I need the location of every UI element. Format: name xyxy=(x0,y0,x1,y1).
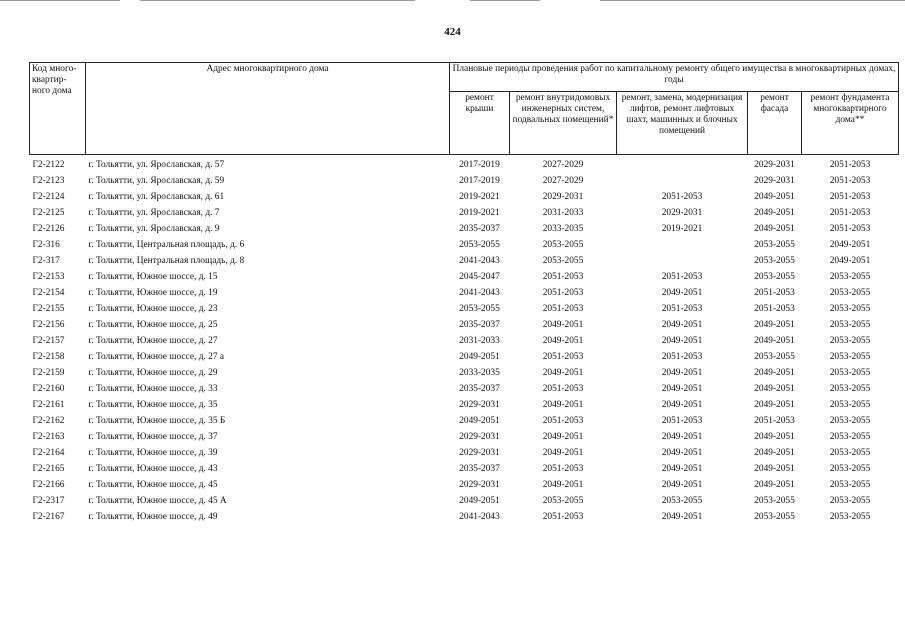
cell-lifts-period: 2049-2051 xyxy=(661,335,703,346)
table-row xyxy=(30,285,899,301)
cell-lifts-period: 2051-2053 xyxy=(661,415,703,426)
cell-systems-period: 2053-2055 xyxy=(542,255,584,266)
cell-roof-period: 2035-2037 xyxy=(459,383,500,394)
cell-building-code: Г2-2126 xyxy=(32,223,65,234)
cell-systems-period: 2049-2051 xyxy=(542,431,584,442)
cell-address: г. Тольятти, Южное шоссе, д. 29 xyxy=(88,367,218,378)
cell-facade-period: 2051-2053 xyxy=(754,287,795,298)
cell-foundation-period: 2051-2053 xyxy=(829,159,871,170)
cell-foundation-period: 2053-2055 xyxy=(829,447,871,458)
cell-building-code: Г2-2124 xyxy=(32,191,65,202)
table-row xyxy=(30,237,899,253)
cell-address: г. Тольятти, Южное шоссе, д. 25 xyxy=(88,319,218,330)
table-row xyxy=(30,365,899,381)
cell-lifts-period: 2049-2051 xyxy=(661,399,703,410)
cell-roof-period: 2049-2051 xyxy=(459,415,500,426)
cell-lifts-period xyxy=(617,253,748,269)
cell-lifts-period: 2051-2053 xyxy=(661,303,703,314)
cell-facade-period: 2049-2051 xyxy=(754,335,795,346)
cell-foundation-period: 2051-2053 xyxy=(829,175,871,186)
header-lift-repair: ремонт, замена, модернизация лифтов, ремонт лифтовых шахт, машинных и блочных помещений xyxy=(617,92,748,155)
cell-roof-period: 2019-2021 xyxy=(459,191,500,202)
cell-address: г. Тольятти, Южное шоссе, д. 45 xyxy=(88,479,218,490)
cell-foundation-period: 2053-2055 xyxy=(829,335,871,346)
cell-lifts-period xyxy=(617,155,748,174)
header-planned-periods: Плановые периоды проведения работ по капитальному ремонту общего имущества в многоквартирных домах, годы xyxy=(450,63,899,92)
cell-building-code: Г2-2317 xyxy=(32,495,65,506)
cell-lifts-period: 2049-2051 xyxy=(661,463,703,474)
cell-foundation-period: 2053-2055 xyxy=(829,319,871,330)
cell-systems-period: 2051-2053 xyxy=(542,351,584,362)
cell-foundation-period: 2051-2053 xyxy=(829,223,871,234)
table-row xyxy=(30,155,899,174)
table-row xyxy=(30,429,899,445)
cell-roof-period: 2031-2033 xyxy=(459,335,500,346)
cell-facade-period: 2049-2051 xyxy=(754,447,795,458)
table-row xyxy=(30,333,899,349)
cell-facade-period: 2049-2051 xyxy=(754,399,795,410)
header-engineering-systems: ремонт внутридомовых инженерных систем, подвальных помещений* xyxy=(510,92,617,155)
cell-facade-period: 2049-2051 xyxy=(754,319,795,330)
cell-roof-period: 2035-2037 xyxy=(459,463,500,474)
cell-systems-period: 2053-2055 xyxy=(542,495,584,506)
cell-foundation-period: 2053-2055 xyxy=(829,287,871,298)
cell-systems-period: 2031-2033 xyxy=(542,207,584,218)
table-row xyxy=(30,221,899,237)
cell-facade-period: 2053-2055 xyxy=(754,271,795,282)
cell-building-code: Г2-2157 xyxy=(32,335,65,346)
cell-address: г. Тольятти, Южное шоссе, д. 37 xyxy=(88,431,218,442)
cell-lifts-period: 2049-2051 xyxy=(661,367,703,378)
table-row xyxy=(30,477,899,493)
cell-address: г. Тольятти, ул. Ярославская, д. 59 xyxy=(88,175,225,186)
cell-address: г. Тольятти, ул. Ярославская, д. 61 xyxy=(88,191,225,202)
cell-roof-period: 2029-2031 xyxy=(459,447,500,458)
cell-address: г. Тольятти, Южное шоссе, д. 35 Б xyxy=(88,415,226,426)
table-row xyxy=(30,413,899,429)
cell-foundation-period: 2053-2055 xyxy=(829,303,871,314)
cell-lifts-period: 2049-2051 xyxy=(661,287,703,298)
cell-facade-period: 2049-2051 xyxy=(754,479,795,490)
table-row xyxy=(30,301,899,317)
table-row xyxy=(30,381,899,397)
cell-roof-period: 2049-2051 xyxy=(459,495,500,506)
table-row xyxy=(30,253,899,269)
cell-building-code: Г2-2159 xyxy=(32,367,65,378)
cell-roof-period: 2029-2031 xyxy=(459,431,500,442)
cell-building-code: Г2-2158 xyxy=(32,351,65,362)
cell-lifts-period: 2049-2051 xyxy=(661,431,703,442)
cell-address: г. Тольятти, ул. Ярославская, д. 57 xyxy=(88,159,225,170)
cell-facade-period: 2049-2051 xyxy=(754,207,795,218)
cell-roof-period: 2033-2035 xyxy=(459,367,500,378)
cell-facade-period: 2053-2055 xyxy=(754,239,795,250)
table-row xyxy=(30,461,899,477)
cell-systems-period: 2053-2055 xyxy=(542,239,584,250)
table-row xyxy=(30,269,899,285)
cell-systems-period: 2051-2053 xyxy=(542,303,584,314)
scan-edge-line xyxy=(140,0,415,1)
cell-building-code: Г2-2125 xyxy=(32,207,65,218)
cell-facade-period: 2053-2055 xyxy=(754,495,795,506)
cell-building-code: Г2-2163 xyxy=(32,431,65,442)
cell-systems-period: 2049-2051 xyxy=(542,399,584,410)
cell-roof-period: 2029-2031 xyxy=(459,479,500,490)
table-row xyxy=(30,189,899,205)
cell-roof-period: 2019-2021 xyxy=(459,207,500,218)
cell-building-code: Г2-2155 xyxy=(32,303,65,314)
cell-facade-period: 2029-2031 xyxy=(754,175,795,186)
scan-edge-line xyxy=(600,0,905,1)
cell-address: г. Тольятти, Южное шоссе, д. 35 xyxy=(88,399,218,410)
cell-foundation-period: 2053-2055 xyxy=(829,511,871,522)
cell-systems-period: 2051-2053 xyxy=(542,271,584,282)
cell-address: г. Тольятти, Южное шоссе, д. 45 А xyxy=(88,495,227,506)
table-row xyxy=(30,205,899,221)
cell-roof-period: 2035-2037 xyxy=(459,319,500,330)
header-address: Адрес многоквартирного дома xyxy=(86,63,450,155)
cell-building-code: Г2-2160 xyxy=(32,383,65,394)
cell-address: г. Тольятти, Южное шоссе, д. 43 xyxy=(88,463,218,474)
cell-lifts-period: 2029-2031 xyxy=(661,207,703,218)
cell-address: г. Тольятти, Южное шоссе, д. 27 а xyxy=(88,351,225,362)
table-row xyxy=(30,493,899,509)
cell-foundation-period: 2053-2055 xyxy=(829,351,871,362)
cell-building-code: Г2-316 xyxy=(32,239,60,250)
cell-facade-period: 2053-2055 xyxy=(754,351,795,362)
table-row xyxy=(30,397,899,413)
cell-systems-period: 2049-2051 xyxy=(542,367,584,378)
cell-building-code: Г2-2123 xyxy=(32,175,65,186)
cell-systems-period: 2051-2053 xyxy=(542,415,584,426)
cell-address: г. Тольятти, Южное шоссе, д. 19 xyxy=(88,287,218,298)
cell-roof-period: 2017-2019 xyxy=(459,175,500,186)
cell-facade-period: 2049-2051 xyxy=(754,191,795,202)
cell-systems-period: 2051-2053 xyxy=(542,511,584,522)
cell-foundation-period: 2053-2055 xyxy=(829,367,871,378)
cell-roof-period: 2029-2031 xyxy=(459,399,500,410)
cell-building-code: Г2-2156 xyxy=(32,319,65,330)
cell-facade-period: 2049-2051 xyxy=(754,223,795,234)
table-row xyxy=(30,317,899,333)
cell-facade-period: 2053-2055 xyxy=(754,255,795,266)
cell-building-code: Г2-2162 xyxy=(32,415,65,426)
cell-systems-period: 2049-2051 xyxy=(542,319,584,330)
cell-systems-period: 2027-2029 xyxy=(542,175,584,186)
cell-roof-period: 2041-2043 xyxy=(459,511,500,522)
header-roof-repair: ремонт крыши xyxy=(450,92,510,155)
cell-roof-period: 2041-2043 xyxy=(459,287,500,298)
cell-foundation-period: 2053-2055 xyxy=(829,479,871,490)
cell-roof-period: 2045-2047 xyxy=(459,271,500,282)
cell-roof-period: 2049-2051 xyxy=(459,351,500,362)
cell-lifts-period: 2049-2051 xyxy=(661,383,703,394)
cell-building-code: Г2-2153 xyxy=(32,271,65,282)
cell-facade-period: 2049-2051 xyxy=(754,431,795,442)
cell-facade-period: 2053-2055 xyxy=(754,511,795,522)
cell-building-code: Г2-2154 xyxy=(32,287,65,298)
cell-roof-period: 2053-2055 xyxy=(459,239,500,250)
table-row xyxy=(30,173,899,189)
cell-foundation-period: 2049-2051 xyxy=(829,239,871,250)
cell-systems-period: 2049-2051 xyxy=(542,447,584,458)
cell-lifts-period: 2051-2053 xyxy=(661,191,703,202)
cell-systems-period: 2049-2051 xyxy=(542,335,584,346)
cell-roof-period: 2053-2055 xyxy=(459,303,500,314)
table-row xyxy=(30,445,899,461)
cell-building-code: Г2-2166 xyxy=(32,479,65,490)
cell-facade-period: 2051-2053 xyxy=(754,303,795,314)
cell-address: г. Тольятти, Южное шоссе, д. 33 xyxy=(88,383,218,394)
cell-facade-period: 2049-2051 xyxy=(754,367,795,378)
cell-building-code: Г2-2122 xyxy=(32,159,65,170)
page-number: 424 xyxy=(444,26,461,38)
cell-foundation-period: 2053-2055 xyxy=(829,383,871,394)
cell-building-code: Г2-317 xyxy=(32,255,60,266)
cell-address: г. Тольятти, Южное шоссе, д. 27 xyxy=(88,335,218,346)
cell-foundation-period: 2053-2055 xyxy=(829,431,871,442)
cell-lifts-period: 2053-2055 xyxy=(661,495,703,506)
cell-foundation-period: 2051-2053 xyxy=(829,191,871,202)
header-facade-repair: ремонт фасада xyxy=(748,92,802,155)
cell-foundation-period: 2053-2055 xyxy=(829,271,871,282)
cell-lifts-period: 2049-2051 xyxy=(661,479,703,490)
cell-systems-period: 2029-2031 xyxy=(542,191,584,202)
cell-lifts-period: 2051-2053 xyxy=(661,271,703,282)
cell-building-code: Г2-2164 xyxy=(32,447,65,458)
cell-roof-period: 2017-2019 xyxy=(459,159,500,170)
cell-systems-period: 2051-2053 xyxy=(542,463,584,474)
cell-facade-period: 2051-2053 xyxy=(754,415,795,426)
cell-foundation-period: 2053-2055 xyxy=(829,399,871,410)
cell-roof-period: 2035-2037 xyxy=(459,223,500,234)
cell-foundation-period: 2049-2051 xyxy=(829,255,871,266)
cell-foundation-period: 2053-2055 xyxy=(829,463,871,474)
cell-lifts-period xyxy=(617,173,748,189)
cell-address: г. Тольятти, Южное шоссе, д. 23 xyxy=(88,303,218,314)
scan-edge-line xyxy=(470,0,540,1)
cell-building-code: Г2-2165 xyxy=(32,463,65,474)
cell-address: г. Тольятти, ул. Ярославская, д. 7 xyxy=(88,207,220,218)
table-row xyxy=(30,509,899,525)
header-foundation-repair: ремонт фундамента многоквартирного дома** xyxy=(802,92,899,155)
cell-lifts-period: 2049-2051 xyxy=(661,447,703,458)
cell-foundation-period: 2051-2053 xyxy=(829,207,871,218)
cell-systems-period: 2027-2029 xyxy=(542,159,584,170)
cell-address: г. Тольятти, Южное шоссе, д. 49 xyxy=(88,511,218,522)
cell-foundation-period: 2053-2055 xyxy=(829,495,871,506)
cell-systems-period: 2051-2053 xyxy=(542,287,584,298)
cell-systems-period: 2051-2053 xyxy=(542,383,584,394)
cell-lifts-period: 2049-2051 xyxy=(661,319,703,330)
capital-repair-schedule-table xyxy=(29,62,899,525)
scan-edge-line xyxy=(0,0,120,1)
cell-systems-period: 2033-2035 xyxy=(542,223,584,234)
table-row xyxy=(30,349,899,365)
cell-address: г. Тольятти, Центральная площадь, д. 6 xyxy=(88,239,245,250)
cell-facade-period: 2029-2031 xyxy=(754,159,795,170)
cell-address: г. Тольятти, Южное шоссе, д. 39 xyxy=(88,447,218,458)
cell-building-code: Г2-2167 xyxy=(32,511,65,522)
cell-address: г. Тольятти, Центральная площадь, д. 8 xyxy=(88,255,245,266)
header-building-code: Код много-квартир-ного дома xyxy=(30,63,86,155)
cell-foundation-period: 2053-2055 xyxy=(829,415,871,426)
table-body xyxy=(30,155,899,526)
cell-roof-period: 2041-2043 xyxy=(459,255,500,266)
cell-lifts-period: 2051-2053 xyxy=(661,351,703,362)
cell-address: г. Тольятти, Южное шоссе, д. 15 xyxy=(88,271,218,282)
cell-lifts-period: 2049-2051 xyxy=(661,511,703,522)
cell-address: г. Тольятти, ул. Ярославская, д. 9 xyxy=(88,223,220,234)
cell-systems-period: 2049-2051 xyxy=(542,479,584,490)
cell-facade-period: 2049-2051 xyxy=(754,463,795,474)
cell-lifts-period: 2019-2021 xyxy=(661,223,703,234)
cell-building-code: Г2-2161 xyxy=(32,399,65,410)
cell-lifts-period xyxy=(617,237,748,253)
cell-facade-period: 2049-2051 xyxy=(754,383,795,394)
